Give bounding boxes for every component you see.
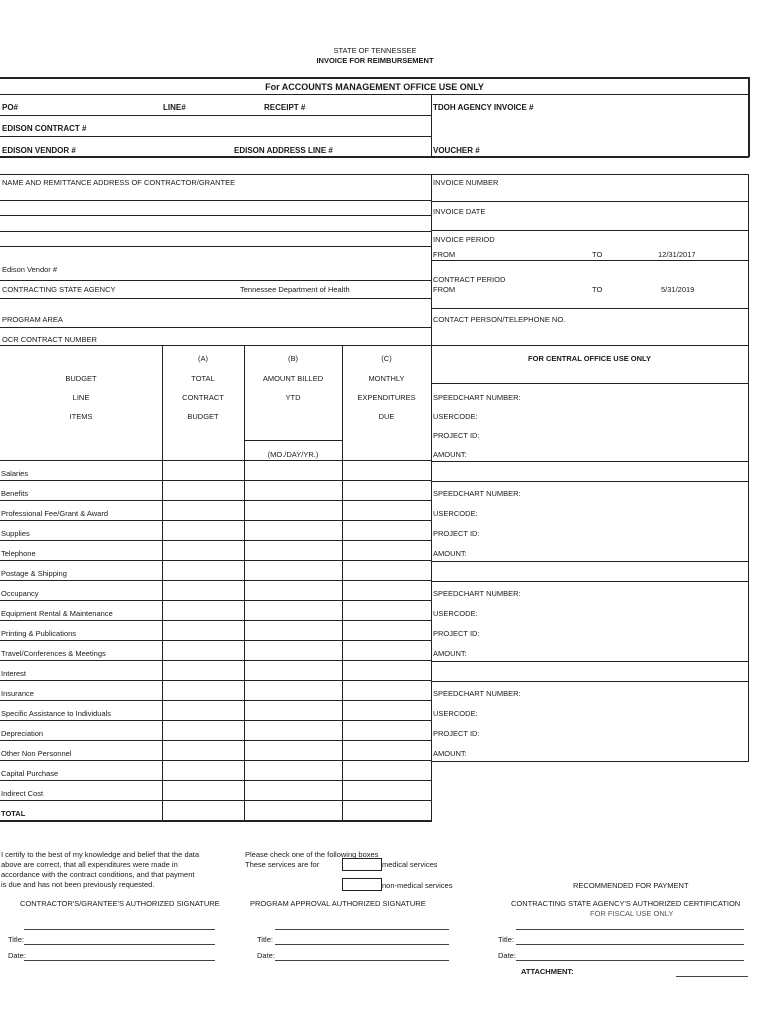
- program-signature-label: PROGRAM APPROVAL AUTHORIZED SIGNATURE: [250, 899, 426, 908]
- speedchart-label: SPEEDCHART NUMBER:: [433, 393, 521, 402]
- amount-label: AMOUNT:: [433, 549, 467, 558]
- project-id-label: PROJECT ID:: [433, 729, 480, 738]
- amount-label: AMOUNT:: [433, 749, 467, 758]
- contractor-title-field[interactable]: [24, 944, 215, 945]
- invoice-period-label: INVOICE PERIOD: [433, 235, 495, 244]
- table-row: Depreciation: [1, 729, 44, 738]
- edison-address-label: EDISON ADDRESS LINE #: [234, 146, 333, 155]
- project-id-label: PROJECT ID:: [433, 431, 480, 440]
- table-row: Specific Assistance to Individuals: [1, 709, 112, 718]
- services-for-label: These services are for: [245, 860, 320, 869]
- invoice-date-label: INVOICE DATE: [433, 207, 486, 216]
- table-row: Professional Fee/Grant & Award: [1, 509, 108, 518]
- edison-vendor-label: EDISON VENDOR #: [2, 146, 76, 155]
- invoice-number-label: INVOICE NUMBER: [433, 178, 499, 187]
- contract-to-date: 5/31/2019: [661, 285, 695, 294]
- contracting-agency-label: CONTRACTING STATE AGENCY: [2, 285, 116, 294]
- contract-to-label: TO: [592, 285, 603, 294]
- agency-title-label: Title:: [498, 935, 514, 944]
- state-heading: STATE OF TENNESSEE: [333, 46, 417, 55]
- table-row: Indirect Cost: [1, 789, 44, 798]
- speedchart-label: SPEEDCHART NUMBER:: [433, 489, 521, 498]
- voucher-label: VOUCHER #: [433, 146, 480, 155]
- usercode-label: USERCODE:: [433, 509, 478, 518]
- total-row: TOTAL: [1, 809, 26, 818]
- agency-signature-line[interactable]: [516, 929, 744, 930]
- cert-text-3: accordance with the contract conditions, and that payment: [1, 870, 195, 879]
- table-row: Other Non Personnel: [1, 749, 72, 758]
- medical-services-checkbox[interactable]: [342, 858, 382, 871]
- usercode-label: USERCODE:: [433, 709, 478, 718]
- col-a-1: (A): [198, 354, 208, 363]
- attachment-field[interactable]: [676, 976, 748, 977]
- table-row: Supplies: [1, 529, 30, 538]
- speedchart-label: SPEEDCHART NUMBER:: [433, 589, 521, 598]
- line-label: LINE#: [163, 103, 186, 112]
- receipt-label: RECEIPT #: [264, 103, 306, 112]
- usercode-label: USERCODE:: [433, 609, 478, 618]
- col-budget-1: BUDGET: [65, 374, 97, 383]
- program-date-field[interactable]: [275, 960, 449, 961]
- table-row: Printing & Publications: [1, 629, 77, 638]
- medical-services-label: medical services: [382, 860, 438, 869]
- po-label: PO#: [2, 103, 19, 112]
- contractor-signature-label: CONTRACTOR'S/GRANTEE'S AUTHORIZED SIGNATURE: [20, 899, 220, 908]
- office-use-heading: For ACCOUNTS MANAGEMENT OFFICE USE ONLY: [265, 82, 484, 92]
- contract-from-label: FROM: [433, 285, 456, 294]
- contractor-title-label: Title:: [8, 935, 24, 944]
- amount-label: AMOUNT:: [433, 649, 467, 658]
- contractor-signature-line[interactable]: [24, 929, 215, 930]
- invoice-to-label: TO: [592, 250, 603, 259]
- recommended-label: RECOMMENDED FOR PAYMENT: [573, 881, 689, 890]
- col-a-3: CONTRACT: [182, 393, 224, 402]
- cert-text-1: I certify to the best of my knowledge and belief that the data: [1, 850, 200, 859]
- agency-date-label: Date:: [498, 951, 516, 960]
- project-id-label: PROJECT ID:: [433, 629, 480, 638]
- fiscal-use-label: FOR FISCAL USE ONLY: [590, 909, 674, 918]
- col-c-1: (C): [381, 354, 392, 363]
- table-row: Occupancy: [1, 589, 39, 598]
- program-title-field[interactable]: [275, 944, 449, 945]
- col-c-4: DUE: [378, 412, 395, 421]
- usercode-label: USERCODE:: [433, 412, 478, 421]
- table-row: Salaries: [1, 469, 29, 478]
- agency-certification-label: CONTRACTING STATE AGENCY'S AUTHORIZED CERTIFICATION: [511, 899, 741, 908]
- contractor-date-label: Date:: [8, 951, 26, 960]
- edison-vendor-field: Edison Vendor #: [2, 265, 58, 274]
- table-row: Interest: [1, 669, 27, 678]
- agency-date-field[interactable]: [516, 960, 744, 961]
- ocr-contract-label: OCR CONTRACT NUMBER: [2, 335, 97, 344]
- col-b-1: (B): [288, 354, 298, 363]
- contract-period-label: CONTRACT PERIOD: [433, 275, 506, 284]
- col-budget-2: LINE: [72, 393, 90, 402]
- table-row: Postage & Shipping: [1, 569, 67, 578]
- invoice-to-date: 12/31/2017: [658, 250, 696, 259]
- program-area-label: PROGRAM AREA: [2, 315, 63, 324]
- table-row: Capital Purchase: [1, 769, 59, 778]
- non-medical-services-checkbox[interactable]: [342, 878, 382, 891]
- program-title-label: Title:: [257, 935, 273, 944]
- invoice-from-label: FROM: [433, 250, 456, 259]
- table-row: Telephone: [1, 549, 36, 558]
- col-b-2: AMOUNT BILLED: [262, 374, 324, 383]
- project-id-label: PROJECT ID:: [433, 529, 480, 538]
- col-a-2: TOTAL: [191, 374, 215, 383]
- amount-label: AMOUNT:: [433, 450, 467, 459]
- table-row: Equipment Rental & Maintenance: [1, 609, 113, 618]
- edison-contract-label: EDISON CONTRACT #: [2, 124, 87, 133]
- program-signature-line[interactable]: [275, 929, 449, 930]
- check-prompt: Please check one of the following boxes: [245, 850, 379, 859]
- cert-text-4: is due and has not been previously requested.: [1, 880, 155, 889]
- contractor-date-field[interactable]: [24, 960, 215, 961]
- non-medical-services-label: non-medical services: [382, 881, 453, 890]
- col-b-date: (MO./DAY/YR.): [267, 450, 319, 459]
- table-row: Insurance: [1, 689, 34, 698]
- agency-title-field[interactable]: [516, 944, 744, 945]
- program-date-label: Date:: [257, 951, 275, 960]
- col-c-3: EXPENDITURES: [357, 393, 416, 402]
- central-office-heading: FOR CENTRAL OFFICE USE ONLY: [528, 354, 651, 363]
- cert-text-2: above are correct, that all expenditures were made in: [1, 860, 178, 869]
- name-address-label: NAME AND REMITTANCE ADDRESS OF CONTRACTOR/GRANTEE: [2, 178, 236, 187]
- table-row: Benefits: [1, 489, 29, 498]
- col-budget-3: ITEMS: [69, 412, 93, 421]
- contracting-agency-value: Tennessee Department of Health: [240, 285, 350, 294]
- col-a-4: BUDGET: [187, 412, 219, 421]
- table-row: Travel/Conferences & Meetings: [1, 649, 106, 658]
- contact-person-label: CONTACT PERSON/TELEPHONE NO.: [433, 315, 566, 324]
- attachment-label: ATTACHMENT:: [521, 967, 574, 976]
- tdoh-invoice-label: TDOH AGENCY INVOICE #: [433, 103, 534, 112]
- col-c-2: MONTHLY: [368, 374, 405, 383]
- speedchart-label: SPEEDCHART NUMBER:: [433, 689, 521, 698]
- col-b-3: YTD: [285, 393, 301, 402]
- form-title: INVOICE FOR REIMBURSEMENT: [316, 56, 434, 65]
